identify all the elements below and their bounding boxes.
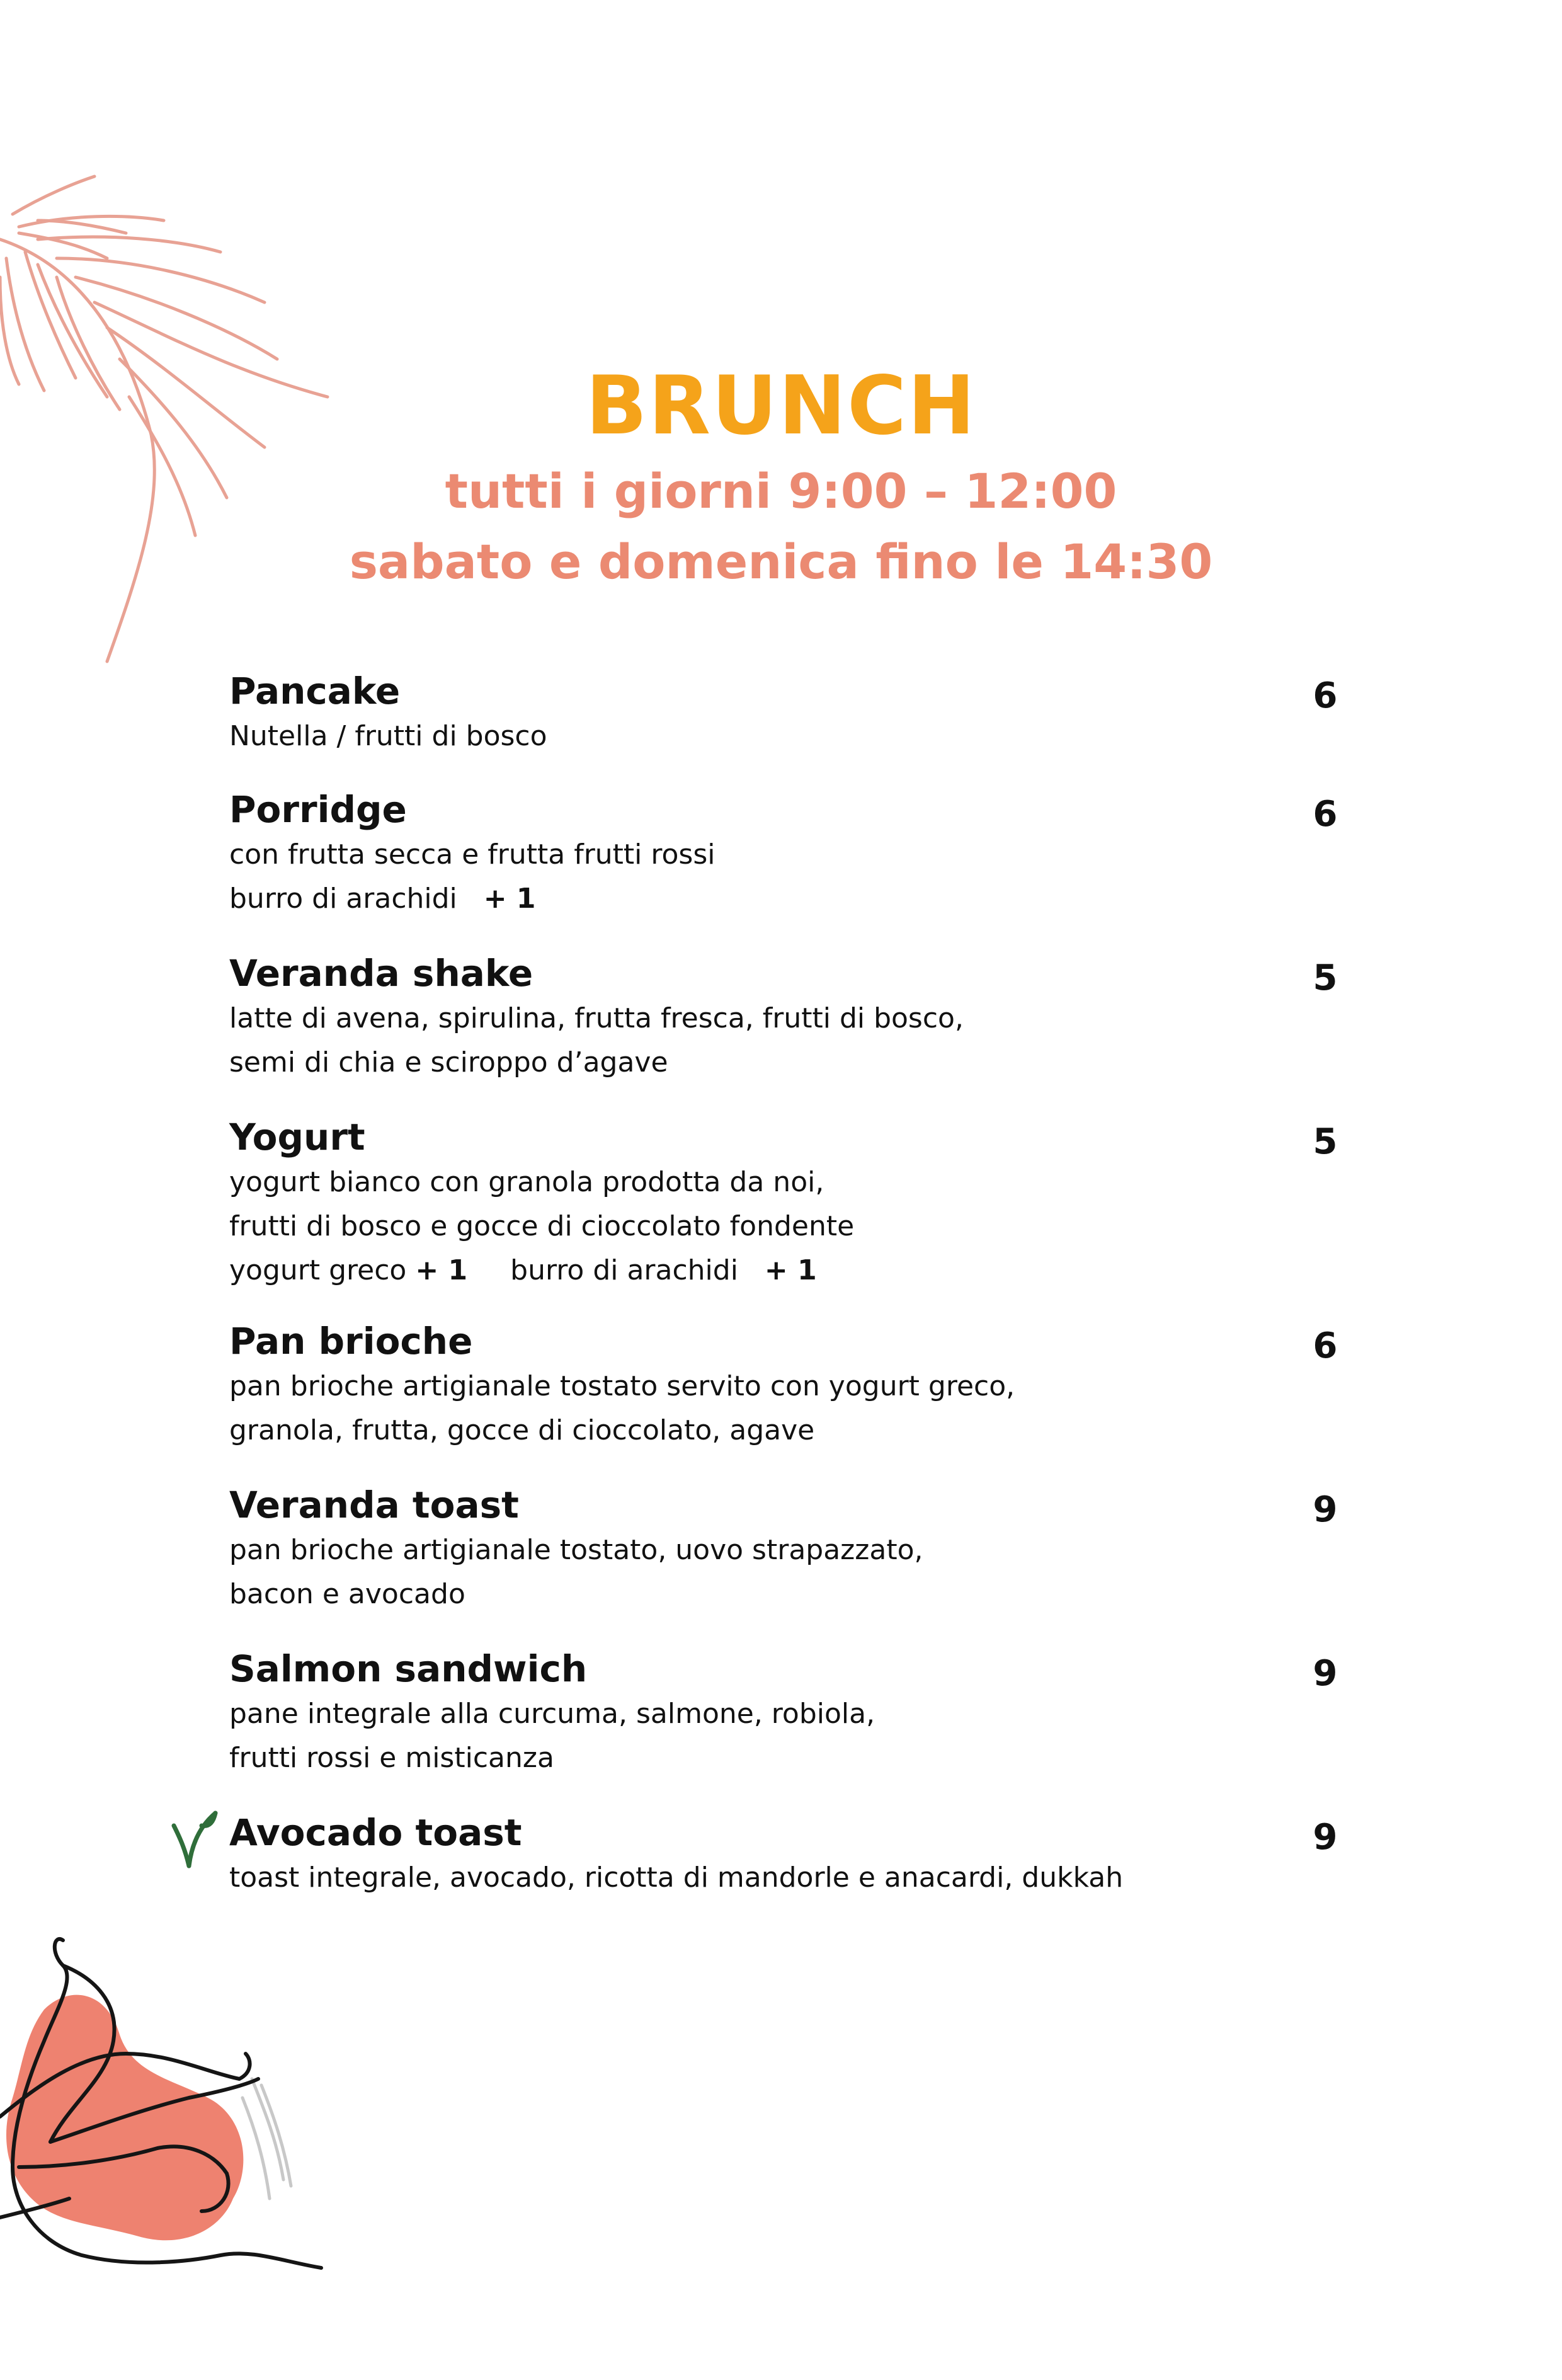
menu-item-veranda-shake [229,950,1338,1085]
extra-cost: + 1 [483,883,536,915]
extra-cost: + 1 [764,1254,817,1286]
item-description: pane integrale alla curcuma, salmone, robiola, [229,1698,875,1730]
item-name: Veranda toast [229,1484,519,1526]
item-price: 6 [1313,794,1338,835]
item-price: 6 [1313,675,1338,716]
coral-leaf-decoration-icon [0,1928,340,2280]
extra-label: burro di arachidi [229,883,457,915]
item-description: bacon e avocado [229,1578,465,1610]
menu-item-salmon-sandwich [229,1645,1338,1780]
item-price: 6 [1313,1325,1338,1366]
item-price: 9 [1313,1653,1338,1694]
item-description: semi di chia e sciroppo d’agave [229,1046,668,1078]
extra-cost: + 1 [415,1254,468,1286]
item-name: Avocado toast [229,1811,522,1854]
item-name: Veranda shake [229,952,533,995]
menu-item-porridge [229,786,1338,921]
item-description: Nutella / frutti di bosco [229,720,547,752]
item-price: 9 [1313,1489,1338,1530]
menu-item-avocado-toast [229,1809,1338,1900]
menu-item-pan-brioche [229,1318,1338,1453]
item-price: 9 [1313,1817,1338,1858]
vegan-leaf-icon [169,1808,219,1871]
item-price: 5 [1313,1121,1338,1162]
item-description: con frutta secca e frutta frutti rossi [229,838,715,871]
menu-item-yogurt [229,1114,1338,1293]
item-description: pan brioche artigianale tostato, uovo strapazzato, [229,1534,923,1566]
extra-label: burro di arachidi [510,1254,738,1286]
item-name: Salmon sandwich [229,1647,588,1690]
hours-line-weekend: sabato e domenica fino le 14:30 [349,534,1213,590]
item-description: granola, frutta, gocce di cioccolato, agave [229,1414,815,1446]
item-description: frutti rossi e misticanza [229,1742,554,1774]
item-name: Porridge [229,788,407,831]
item-extras [229,877,1338,921]
item-name: Pancake [229,670,401,712]
menu-item-veranda-toast [229,1482,1338,1616]
hours-line-weekdays: tutti i giorni 9:00 – 12:00 [445,463,1117,519]
item-name: Pan brioche [229,1320,473,1363]
item-description: latte di avena, spirulina, frutta fresca, frutti di bosco, [229,1002,964,1034]
page-title: BRUNCH [585,359,977,453]
item-name: Yogurt [229,1116,365,1159]
item-extras [229,1249,1338,1293]
item-description: toast integrale, avocado, ricotta di mandorle e anacardi, dukkah [229,1862,1124,1894]
item-price: 5 [1313,958,1338,998]
item-description: pan brioche artigianale tostato servito con yogurt greco, [229,1370,1015,1402]
item-description: frutti di bosco e gocce di cioccolato fondente [229,1210,855,1242]
menu-item-pancake [229,668,1338,758]
item-description: yogurt bianco con granola prodotta da noi, [229,1166,824,1198]
extra-label: yogurt greco [229,1254,407,1286]
